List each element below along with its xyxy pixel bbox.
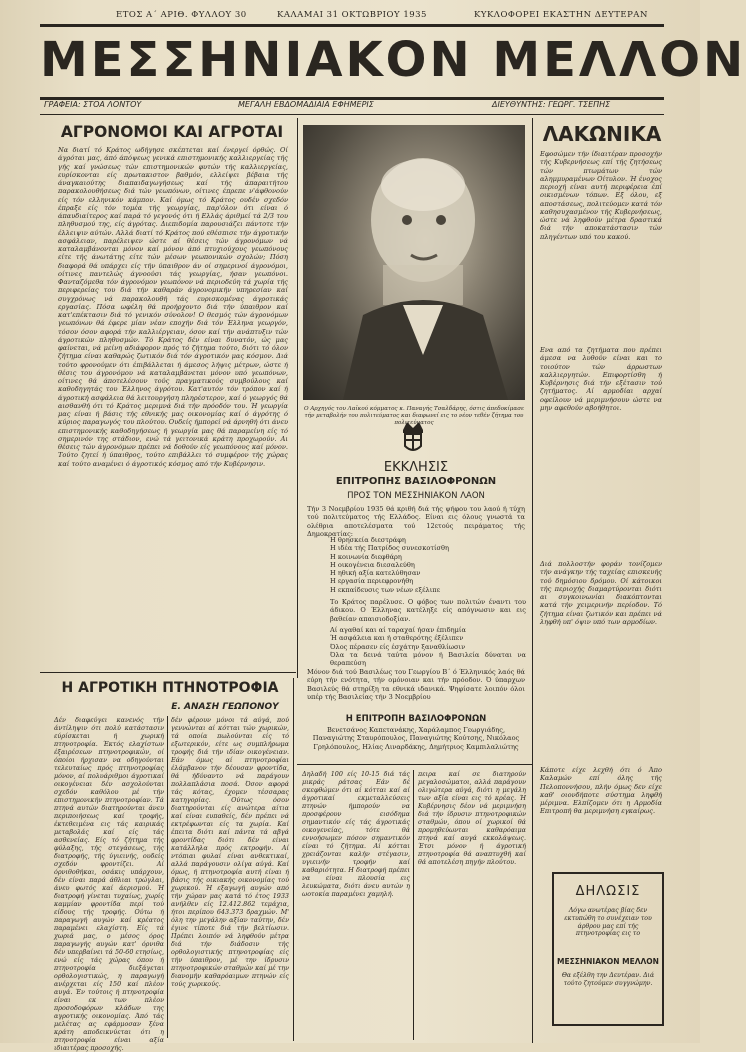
ptinotrofia-col-4-text: πειρα καί σε διατηρούν μεγαλοσώματοι, αλλά παράγουν ολιγώτερα αύγά, διότι η μεγάλη των αξία είναι εις τό κρέας. Ή Κυβέρνησις δέον νά μεριμνήση διά τήν ίδρυσιν πτηνοτροφικών σταθμών, όπου οί χωρικοί θά προμηθεύωνται καθαρόαιμα πτηνά καί αυγά εκκολάψεως. Έτσι μόνον ή άγροτική πτηνοτροφία θά αναπτυχθή καί θά αποτελέση πηγήν πλούτου. <box>418 770 526 866</box>
article-agronomoi-body <box>58 146 288 666</box>
lakonika-heading: ΛΑΚΩΝΙΚΑ <box>542 122 662 146</box>
proclamation-point: Όλα τα δεινά ταύτα μόνον ή Βασιλεία δύναται να θεραπεύση <box>330 650 526 667</box>
proclamation-appeal <box>307 668 525 712</box>
proclamation-point: Η ιδέα τής Πατρίδος συνεσκοτίσθη <box>330 544 449 553</box>
lakonika-item-4-text: Κάποτε είχε λεχθή ότι ό Άπο Καλαμών επί όλης τής Πελοποννήσου, πλήν όμως δεν είχε καθ' οιονδήποτε σύστημα ληφθή μέριμνα. Ελπίζομεν ότι η Αρμοδία Επιτροπή θα μεριμνήση εγκαίρως. <box>540 766 662 816</box>
lakonika-item-1-text: Εφοσώμεν τήν ίδιαιτέραν προσοχήν τής Κυβερνήσεως επί τής ζητήσεως τών πτωμάτων τών αλημμυραμένων Οίτυλον. Ή ένοχος περιοχή είναι αυτή περιφέρεια έπί οικισμένων τόπων. Εξ όλου, εξ αποστάσεως, πολιτεύομεν κατά τόν καθησυχασμένον τής Κυβερνήσεως, ώστε νά ληφθούν μέτρα δραστικά διά τήν αποκατάστασιν τών πληγέντων υπό του κακού. <box>540 150 662 241</box>
ptinotrofia-col-1-text: Δέν διαφεύγει κανενός τήν άντίληψιν ότι πολύ κατάστασιν εύρίσκεται ή χωρική πτηνοτροφία. Έκτός ελαχίστων έξαιρέσεων πτηνοτροφικών, οί όποίοι ήρχισαν να οδηγούνται τελευταίως πρός πτηνοτροφίας μόνον, αί πολυάριθμοι άγροτικαί οικογένειαι δέν ασχολούνται σχεδόν καθόλου μέ τήν επιστημονικήν πτηνοτροφίαν. Τά πτηνά αυτών διατηρούνται άνευ περιποιήσεως καί τροφής, έκτεθειμένα εις τάς καιρικάς μεταβολάς καί είς τάς ασθενείας. Είς τό ζήτημα τής φύλαξης, τής στεγάσεως, τής διατροφής, τής ύγιεινής, ουδείς σχεδόν φροντίζει. Αί όρνιθοθήκαι, οσάκις υπάρχουν, δέν είναι παρά άθλιαι τρώγλαι, άνευ φωτός καί άερισμού. Ή διατροφή γίνεται τυχαίως, χωρίς καμμίαν φροντίδα περί τού είδους τής τροφής. Ούτω ή παραγωγή αυγών καί κρέατος παραμένει ελαχίστη. Είς τά χωριά μας, ο μέσος όρος παραγωγής αυγών κατ' όρνιθα δέν υπερβαίνει τά 50-60 ετησίως, ενώ είς τάς χώρας όπου ή πτηνοτροφία διεξάγεται ορθολογιστικώς, η παραγωγή ανέρχεται είς 150 καί πλέον αυγά. Έν τούτοις ή πτηνοτροφία είναι εκ των πλέον προσοδοφόρων κλάδων της αγροτικής οικονομίας. Άπό τάς μελέτας ας εφάρμοσαν ξένα κράτη αποδεικνύεται ότι η πτηνοτροφία είναι αξία ιδιαιτέρας προσοχής. <box>54 716 164 1052</box>
ptinotrofia-col-3 <box>302 770 410 1040</box>
column-rule <box>532 118 533 1043</box>
ptinotrofia-col-2-text: δέν φέρουν μόνοι τά αύγά, πού γεννώνται αί κότται τών χωρικών, τά οποία πωλούνται είς τό εξωτερικόν, είτε ως συμπλήρωμα τροφής διά τήν ιδίαν οικογένειαν. Εάν όμως αί πτηνοτροφίαι έλάμβανον τήν δέουσαν φροντίδα, θά ήδύναντο νά παράγουν πολλαπλάσια ποσά. Όσον αφορά τάς κότας, έχομεν τέσσαρας κατηγορίας. Ούτως όσον διατηρούνται είς ανώτερα αίτια καί είναι ευπαθείς, δέν πρέπει νά εκτρέφωνται είς τα χωρία. Καί έπειτα διότι καί πάντα τά αβγά φροντίδας διότι δέν είναι κατάλληλα πρός εκτροφήν. Αί ντόπιαι φυλαί είναι ανθεκτικαί, αλλά παράγουσιν ολίγα αύγά. Καί όμως, ή πτηνοτροφία αυτή είναι ή βάσις τής οικιακής οικονομίας τού χωρικού. Ή εξαγωγή αυγών από τήν χώραν μας κατά τό έτος 1933 ανήλθεν είς 12.412.862 τεμάχια, ήτοι περίπου 643.373 δραχμών. Μ' όλη την μεγάλην αξίαν ταύτην, δέν έγινε τίποτε διά τήν βελτίωσιν. Πρέπει λοιπόν νά ληφθούν μέτρα διά τήν διάδοσιν τής ορθολογιστικής πτηνοτροφίας είς τήν ύπαιθρον, μέ την ίδρυσιν πτηνοτροφικών σταθμών καί μέ την διανομήν καθαρόαιμων πτηνών είς τούς χωρικούς. <box>171 716 289 988</box>
lakonika-item-1 <box>540 150 662 340</box>
proclamation-point: Η εκπαίδευσις των νέων εξέλιπε <box>330 585 441 594</box>
ptinotrofia-col-2 <box>171 716 289 1041</box>
proclamation-point: Η εργασία περιεφρονήθη <box>330 577 414 586</box>
tagline: ΜΕΓΑΛΗ ΕΒΔΟΜΑΔΙΑΙΑ ΕΦΗΜΕΡΙΣ <box>238 100 374 109</box>
masthead-rule <box>40 114 664 115</box>
newspaper-title: ΜΕΣΣΗΝΙΑΚΟΝ ΜΕΛΛΟΝ <box>40 32 746 88</box>
dilosis-text-1: Λόγω ανωτέρας βίας δεν εκτυπώθη το συνέχειαν του άρθρου μας επί τής πτηνοτροφίας εις το <box>564 907 652 938</box>
proclamation-point: Η θρησκεία διεστράφη <box>330 536 406 544</box>
proclamation-point: Όλος πέρασεν είς έσχάτην ξαναθλίωσιν <box>330 642 466 651</box>
ptinotrofia-col-1 <box>54 716 164 1052</box>
lakonika-item-3-text: Διά πολλοστήν φοράν τονίζομεν τήν ανάγκην τής ταχείας επισκευής τού δημόσιου δρόμου. Οί κάτοικοι τής περιοχής διαμαρτύρονται διότι αι συγκοινωνίαι διακόπτονται κατά τήν χειμερινήν περίοδον. Τό ζήτημα είναι ζωτικόν και πρέπει νά ληφθή υπ' όψιν υπό των αρμοδίων. <box>540 560 662 626</box>
proclamation-middle-text: Το Κράτος παρέλυσε. Ο φόβος των πολιτών έναντι του άδικου. Ο Έλληνας κατέληξε είς απόγνωσιν και εις βαθείαν απαισιοδοξίαν. <box>330 598 526 623</box>
dilosis-text-2: Θα εξέλθη την Δευτέραν. Διά τούτο ζητούμεν συγγνώμην. <box>561 972 655 987</box>
proclamation-point: Ή ασφάλεια και ή σταθερότης έξέλιπεν <box>330 634 464 643</box>
proclamation-middle <box>330 598 526 624</box>
proclamation-signatories-text: Βενετσάνος Καπετανάκης, Χαράλαμπος Γεωργιάδης, Παναγιώτης Σταυρόπουλος, Παναγιώτης Κούτσης, Νικόλαος Γρηλόπουλος, Ηλίας Λιναρδάκης, Δημήτριος Καμπιλαλιώτης <box>312 726 520 751</box>
proclamation-heading: ΕΚΚΛΗΣΙΣ <box>383 460 449 475</box>
proclamation-appeal-text: Μόνον διά τού Βασιλέως του Γεωργίου Β΄ ό Έλληνικός λαός θά εύρη τήν ενότητα, τήν ομόνοιαν και τήν πρόοδον. Ό ύπαρχων Βασιλεύς θά στηρίξη τα εθνικά ιδανικά. Ψηφίσατε λοιπόν όλοι υπέρ τής Βασιλείας τήν 3 Νοεμβρίου <box>307 668 525 701</box>
column-rule <box>413 770 414 1040</box>
proclamation-intro-text: Τήν 3 Νοεμβρίου 1935 θά κριθή διά τής ψήφου του λαού ή τύχη τού πολιτεύματος τής Ελλάδος. Είναι εις όλους γνωστά τα ολέθρια αποτελέσματα τού 12ετούς πειράματος τής Δημοκρατίας: <box>307 505 525 538</box>
proclamation-signatories <box>307 726 525 760</box>
headline-agronomoi: ΑΓΡΟΝΟΜΟΙ ΚΑΙ ΑΓΡΟΤΑΙ <box>60 123 284 141</box>
dilosis-box <box>552 872 664 1026</box>
masthead <box>40 24 746 100</box>
proclamation-signature-title: Η ΕΠΙΤΡΟΠΗ ΒΑΣΙΛΟΦΡΟΝΩΝ <box>345 714 487 724</box>
lakonika-item-2-text: Ενα από τα ζητήματα που πρέπει άμεσα να λυθούν είναι και το τοιούτον τών άρρωστων καλλιεργητών. Επιφορτίσθη ή Κυβέρνησις διά τήν εξέτασιν τού ζητήματος. Αί αρμοδίαι αρχαί οφείλουν νά μεριμνήσουν ώστε να μην αφεθούν αβοήθητοι. <box>540 346 662 412</box>
royal-crest-icon <box>393 418 433 458</box>
byline: Ε. ΑΝΑΣΗ ΓΕΩΠΟΝΟΥ <box>171 702 279 712</box>
proclamation-point: Η ηθική αξία κατελύθησαν <box>330 569 421 577</box>
article-agronomoi-text: Να διατί τό Κράτος ωδήγησε σκέπτεται καί ένεργεί όρθώς. Οί άγρόται μας, άπό άπόψεως γενικά επιστημονικής καλλιεργείας τής γής καί γνώσεως τών επιστημονικών φυτών τής καλλιεργείας, ευρίσκονται είς πρωτακιστον βαθμόν, ελλείψει βέβαια τής άναγκαιούτης διαπαιδαγωγήσεως καί τής άπαραιτήτου παρακολουθήσεως διά τών γεωπόνων, οίτινες έπρεπε ν'άφθονούν είς τόν ελληνικόν κάμπον. Καί όμως τό Κράτος ουδέν σχεδόν έπραξε είς τόν τομέα τής γεωργίας, παρ'όλον ότι είναι ό άπαυδιαίτερος καί παρά τό γεγονός ότι ή Ελλάς άριθμεί τά 2/3 του πληθυσμού της, είς άγρότας. Διεπιδομία παρουσιάζει πάντοτε τήν έλλειψιν αύτών. Αλλά διατί τό Κράτος πού εθέσπισε τήν άγροτικήν ασφάλειαν, παρέλειψεν ώστε αί θέσεις τών άγρονόμων νά καταλαμβάνονται μόνον καί μόνον άπό πτυχιούχους γεωπόνους είτε τής άνωτάτης είτε τών μέσων γεωπονικών σχολών; Πόση διαφορά θά υπάρχει είς τήν ύπαιθρον άν οί σημερινοί άγρονόμοι, οίτινες παντελώς άγνοούσι τάς γεωργίας, ήσαν γεωπόνοι. Φανταζόμεθα τόν άγρονόμον γεωπόνον νά περιοδεύη τά χωρία τής περιφερείας του διά τήν καθαράν άγρονομικήν υπηρεσίαν καί συγχρόνως νά παρακολουθή τάς ευρισκομένας άγροτικάς εργασίας. Πόσα ωφέλη θά προήρχοντο διά τήν ύπαιθρον καί κατ'επέκτασιν διά τό γενικόν σύνολον! Ο θεσμός τών άγρονόμων γεωπόνων θά έφερε μίαν νέαν εποχήν διά τόν Έλληνα γεωργόν, τόσον όσον αφορά τήν καλλιέργειαν, όσον καί τήν ανάπτυξιν τών άγροτικών πληθυσμών. Τό Κράτος δέν είναι δυνατόν, ώς μας φαίνεται, νά μείνη αδιάφορον πρός τό ζήτημα τούτο, διότι τό όλον ζήτημα είναι καθαρώς ζωτικόν διά τόν άγροτικόν μας κόσμον. Διά τούτο φρονούμεν ότι έπιβάλλεται ή άμεσος λήψις μέτρων, ώστε ή θέσις του άγρονόμου νά καταλαμβάνεται μόνον υπό γεωπόνων, οίτινες θά άποτελέσουν τούς πραγματικούς συμβούλους καί καθοδηγητάς του Έλληνος άγρότου. Κατ'αυτόν τόν τρόπον καί ή άγροτική ασφάλεια θά λειτουργήση πληρέστερον, καί ό γεωργός θά αισθανθή ότι τό Κράτος μεριμνά διά τήν πρόοδόν του. Ή γεωργία μας είναι ή βάσις τής εθνικής μας οικονομίας καί ό άγρότης ό κύριος παραγωγός του πλούτου. Ουδείς ήμπορεί νά άρνηθή ότι άνευ επιστημονικής καθοδηγήσεως ή γεωργία μας θά παραμείνη είς τό σημερινόν της στάδιον, ενώ τά γειτονικά κράτη προχωρούν. Αι θέσεις τών άγρονόμων πρέπει νά δοθούν είς γεωπόνους καί μόνον. Τούτο ζητεί ή ύπαιθρος, τούτο επιβάλλει τό συμφέρον τής χώρας καί τούτο αναμένει ό άγροτικός κόσμος από τήν Κυβέρνησιν. <box>58 146 288 468</box>
portrait-photo <box>303 125 525 400</box>
dateline: ΚΑΛΑΜΑΙ 31 ΟΚΤΩΒΡΙΟΥ 1935 <box>277 10 427 20</box>
proclamation-points <box>330 536 526 596</box>
masthead-subline <box>40 100 664 112</box>
lakonika-item-2 <box>540 346 662 546</box>
ptinotrofia-col-3-text: Δηλαδή 100 είς 10-15 διά τάς μικράς ράτσας Εάν δέ σκεφθώμεν ότι αί κότται καί αί άγροτικαί εκμεταλλεύσεις πτηνών ήμπορούν να προσφέρουν εισόδημα σημαντικόν είς τάς άγροτικάς οικογενείας, τότε θά εννοήσωμεν πόσον σημαντικόν είναι τό ζήτημα. Αί κότται χρειάζονται καλήν στέγασιν, υγιεινήν τροφήν καί καθαριότητα. Η διατροφή πρέπει να είναι πλουσία εις λευκώματα, διότι άνευ αυτών η ωοτοκία παραμένει χαμηλή. <box>302 770 410 898</box>
column-rule <box>293 678 294 1041</box>
section-rule <box>40 672 296 673</box>
proclamation-point: Αί αγαθαί και αί ταραχαί ήσαν έπιδημία <box>330 626 466 634</box>
edition-number: ΕΤΟΣ Α΄ ΑΡΙΘ. ΦΥΛΛΟΥ 30 <box>116 10 247 20</box>
headline-ptinotrofia: Η ΑΓΡΟΤΙΚΗ ΠΤΗΝΟΤΡΟΦΙΑ <box>61 680 279 696</box>
proclamation-points-2 <box>330 626 526 666</box>
dilosis-paper-name: ΜΕΣΣΗΝΙΑΚΟΝ ΜΕΛΛΟΝ <box>557 957 659 966</box>
offices-address: ΓΡΑΦΕΙΑ: ΣΤΟΑ ΛΟΝΤΟΥ <box>44 100 142 109</box>
portrait-figure <box>303 125 525 400</box>
proclamation-subheading: ΕΠΙΤΡΟΠΗΣ ΒΑΣΙΛΟΦΡΟΝΩΝ <box>335 476 497 487</box>
ptinotrofia-col-4 <box>418 770 526 1040</box>
publication-schedule: ΚΥΚΛΟΦΟΡΕΙ ΕΚΑΣΤΗΝ ΔΕΥΤΕΡΑΝ <box>474 10 648 20</box>
proclamation-addressee: ΠΡΟΣ ΤΟΝ ΜΕΣΣΗΝΙΑΚΟΝ ΛΑΟΝ <box>347 491 485 501</box>
top-info-line <box>0 8 700 22</box>
column-rule <box>297 118 298 678</box>
dilosis-heading: ΔΗΛΩΣΙΣ <box>575 884 641 899</box>
column-rule <box>167 716 168 1038</box>
proclamation-point: Η οικογένεια διεσαλεύθη <box>330 560 415 569</box>
proclamation-point: Η κοινωνία διεφθάρη <box>330 552 402 561</box>
lakonika-item-3 <box>540 560 662 760</box>
section-rule <box>297 764 532 765</box>
director-name: ΔΙΕΥΘΥΝΤΗΣ: ΓΕΩΡΓ. ΤΣΕΠΗΣ <box>492 100 611 109</box>
photo-caption: Ο Αρχηγός του Λαϊκού κόμματος κ. Παναγής Τσαλδάρης, όστις άπεδοκίμασε τήν μεταβολήν του πολιτεύματος και διαφωνεί εις το νέον τεθέν ζήτημα του πολιτεύματος <box>303 406 525 426</box>
proclamation-intro <box>307 505 525 538</box>
lakonika-item-4 <box>540 766 662 866</box>
